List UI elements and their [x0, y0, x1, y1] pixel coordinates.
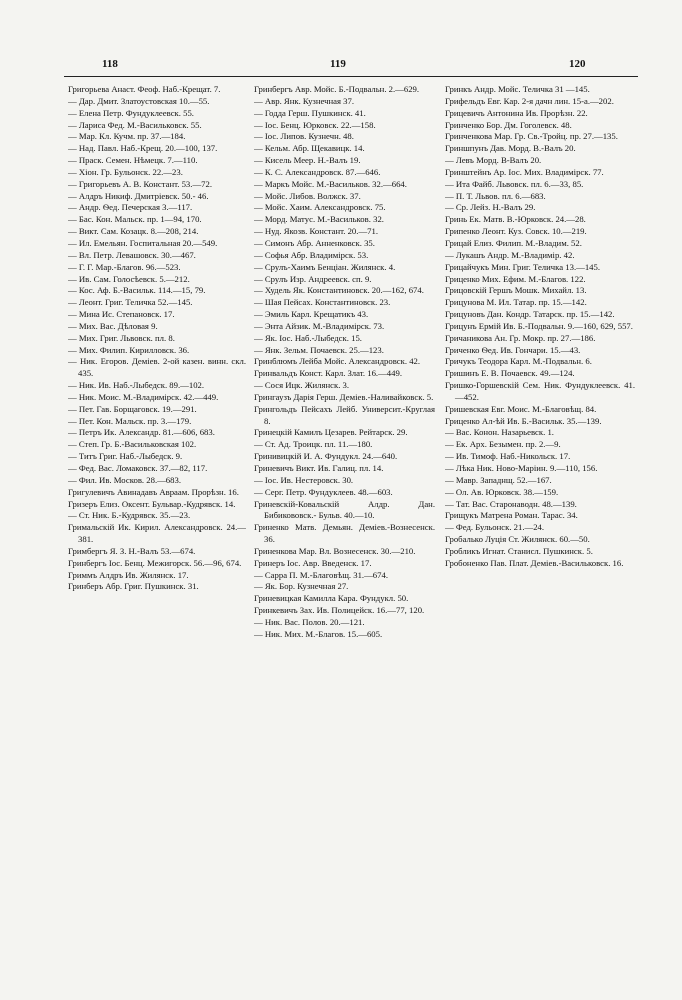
directory-entry: — Фед. Вас. Ломаковск. 37.—82, 117. [68, 463, 208, 473]
directory-entry: — Пет. Кон. Мальск. пр. 3.—179. [68, 415, 192, 426]
directory-column-3 [445, 84, 635, 994]
directory-entry: — Серг. Петр. Фундуклеев. 48.—603. [254, 486, 393, 497]
directory-entry: — Хіон. Гр. Бульонск. 22.—23. [68, 166, 183, 177]
directory-entry: — Левъ Морд. В-Валъ 20. [445, 155, 542, 166]
directory-entry: — Мина Ис. Степановск. 17. [68, 309, 175, 320]
directory-entry: Гробалько Луція Ст. Жилянск. 60.—50. [445, 534, 590, 545]
directory-entry: — Симонъ Абр. Анненковск. 35. [254, 237, 375, 248]
directory-entry: Гриневскій-Ковальскій Алдр. Дан. Бибикововск.- Бульв. 40.—10. [254, 498, 435, 521]
directory-entry: Гринивицкій И. А. Фундукл. 24.—640. [254, 451, 398, 462]
directory-entry: — Мих. Григ. Львовск. пл. 8. [68, 332, 175, 343]
directory-entry: Гринченко Бор. Дм. Гоголевск. 48. [445, 119, 572, 130]
directory-entry: — Лариса Фед. М.-Васильковск. 55. [68, 119, 202, 130]
directory-entry: — Лѣка Ник. Ново-Маріин. 9.—110, 156. [445, 463, 598, 473]
directory-entry: — Викт. Сам. Козацк. 8.—208, 214. [68, 226, 199, 237]
directory-entry: Грингаузъ Дарія Герш. Деміев.-Наливайковск. 5. [254, 391, 434, 402]
directory-entry: — Ср. Лейз. Н.-Валъ 29. [445, 202, 536, 213]
directory-entry: Грицай Елиз. Филип. М.-Владим. 52. [445, 237, 582, 248]
directory-entry: — Годда Герш. Пушкинск. 41. [254, 107, 366, 118]
directory-entry: — Титъ Григ. Наб.-Лыбедск. 9. [68, 451, 183, 462]
directory-entry: Гринвальдъ Конст. Карл. Злат. 16.—449. [254, 368, 402, 379]
directory-entry: — Кельм. Абр. Щекавицк. 14. [254, 143, 365, 154]
directory-entry: Гробоненко Пав. Плат. Деміев.-Васильковск. 16. [445, 557, 624, 568]
directory-entry: Гричукъ Теодора Карл. М.-Подвальн. 6. [445, 356, 592, 367]
directory-entry: — Вл. Петр. Левашовск. 30.—467. [68, 249, 196, 260]
directory-entry: — Іос. Липов. Кузнечн. 48. [254, 131, 354, 142]
directory-entry: — Сарра П. М.-Благовѣщ. 31.—674. [254, 569, 388, 580]
directory-entry: Гринбергъ Іос. Бенц. Межигорск. 56.—96, 674. [68, 557, 242, 568]
directory-entry: — Алдръ Никиф. Дмитріевск. 50.- 46. [68, 190, 209, 201]
directory-entry: — Ек. Арх. Безымен. пр. 2.—9. [445, 439, 561, 450]
directory-entry: Гринеръ Іос. Авр. Введенск. 17. [254, 557, 372, 568]
directory-entry: — Тат. Вас. Старонаводн. 48.—139. [445, 498, 577, 509]
directory-entry: Гримальскій Ик. Кирил. Александровск. 24.—381. [68, 522, 246, 545]
directory-entry: — Сося Ицк. Жилянск. 3. [254, 380, 350, 391]
directory-entry: — Як. Бор. Кузнечная 27. [254, 581, 349, 592]
directory-entry: — Андр. Ѳед. Печерская 3.—117. [68, 202, 193, 213]
directory-entry: — Мойс. Либов. Волжск. 37. [254, 190, 361, 201]
directory-entry: — Ст. Ник. Б.-Кудрявск. 35.—23. [68, 510, 191, 521]
directory-entry: — Фил. Ив. Москов. 28.—683. [68, 474, 182, 485]
directory-entry: — Ил. Емельян. Госпитальная 20.—549. [68, 237, 218, 248]
directory-entry: Грицевичъ Антонина Ив. Прорѣзн. 22. [445, 107, 588, 118]
directory-entry: — Мойс. Хаим. Александровск. 75. [254, 202, 386, 213]
directory-entry: Грицунова М. Ил. Татар. пр. 15.—142. [445, 297, 587, 308]
directory-entry: — К. С. Александровск. 87.—646. [254, 166, 381, 177]
directory-entry: — Авр. Янк. Кузнечная 37. [254, 95, 355, 106]
directory-entry: Гриченко Ѳед. Ив. Гончари. 15.—43. [445, 344, 581, 355]
directory-entry: Грингольдъ Пейсахъ Лейб. Университ.-Круглая 8. [254, 403, 435, 426]
directory-entry: — Мих. Филип. Кирилловск. 36. [68, 344, 190, 355]
directory-entry: — Лукашъ Андр. М.-Владимір. 42. [445, 249, 575, 260]
directory-entry: Гринкъ Андр. Мойс. Теличка 31 —145. [445, 84, 590, 94]
directory-entry: Гринштейнъ Ар. Іос. Мих. Владимірск. 77. [445, 166, 604, 177]
directory-entry: — Ив. Сам. Голосѣевск. 5.—212. [68, 273, 190, 284]
directory-entry: Гриневицкая Камилла Кара. Фундукл. 50. [254, 593, 409, 604]
directory-entry: Гриценко Ал-ѣй Ив. Б.-Васильк. 35.—139. [445, 415, 602, 426]
directory-entry: — Ник. Мих. М.-Благов. 15.—605. [254, 628, 383, 639]
directory-entry: Гринкевичъ Зах. Ив. Полицейск. 16.—77, 120. [254, 605, 425, 616]
directory-entry: — Софья Абр. Владимірск. 53. [254, 249, 369, 260]
directory-entry: Грищукъ Матрена Роман. Тарас. 34. [445, 510, 578, 521]
directory-entry: Гробликъ Игнат. Станисл. Пушкинск. 5. [445, 545, 593, 556]
directory-entry: — Петръ Ик. Александр. 81.—606, 683. [68, 427, 215, 438]
directory-entry: Гринбергъ Авр. Мойс. Б.-Подвальн. 2.—629. [254, 84, 420, 94]
directory-entry: Грипенко Леонт. Куз. Совск. 10.—219. [445, 226, 587, 237]
page-number-middle: 119 [330, 58, 346, 70]
directory-entry: — Бас. Кон. Мальск. пр. 1—94, 170. [68, 214, 202, 225]
directory-entry: Гринблюмъ Лейба Мойс. Александровск. 42. [254, 356, 421, 367]
directory-entry: — Янк. Зельм. Почаевск. 25.—123. [254, 344, 384, 355]
directory-entry: — Ив. Тимоф. Наб.-Никольск. 17. [445, 451, 571, 462]
directory-entry: — Кисель Меер. Н.-Валъ 19. [254, 155, 361, 166]
directory-entry: Грифельдъ Евг. Кар. 2-я дачн лин. 15-а.—202. [445, 95, 614, 106]
directory-entry: — Мар. Кл. Кучм. пр. 37.—184. [68, 131, 186, 142]
directory-entry: Грицуновъ Дан. Кондр. Татарск. пр. 15.—142. [445, 309, 615, 320]
directory-column-2 [254, 84, 435, 994]
directory-entry: — Энта Айзик. М.-Владимірск. 73. [254, 320, 385, 331]
directory-entry: — Ник. Моис. М.-Владимірск. 42.—449. [68, 391, 219, 402]
page-number-left: 118 [102, 58, 118, 70]
directory-entry: — Леонт. Григ. Теличка 52.—145. [68, 297, 193, 308]
directory-entry: Гришинъ Е. В. Почаевск. 49.—124. [445, 368, 575, 379]
directory-entry: Гринь Ек. Матв. В.-Юрковск. 24.—28. [445, 214, 586, 225]
directory-entry: — Срулъ Изр. Андреевск. сп. 9. [254, 273, 372, 284]
directory-entry: — Худель Як. Константиновск. 20.—162, 674. [254, 285, 424, 296]
directory-entry: Гриммъ Алдръ Ив. Жилянск. 17. [68, 569, 189, 580]
directory-entry: — Іос. Ив. Нестеровск. 30. [254, 474, 354, 485]
directory-entry: — Кос. Аф. Б.-Васильк. 114.—15, 79. [68, 285, 206, 296]
page-number-right: 120 [569, 58, 586, 70]
directory-entry: — Ита Файб. Львовск. пл. 6.—33, 85. [445, 178, 584, 189]
directory-entry: Григулевичъ Авинадавъ Авраам. Прорѣзн. 16. [68, 486, 239, 497]
directory-entry: — П. Т. Львов. пл. 6.—683. [445, 190, 546, 201]
directory-entry: — Як. Іос. Наб.-Лыбедск. 15. [254, 332, 362, 343]
directory-entry: Гриненкова Мар. Вл. Вознесенск. 30.—210. [254, 545, 416, 556]
directory-entry: — Г. Г. Мар.-Благов. 96.—523. [68, 261, 181, 272]
directory-entry: Гринецкій Камилъ Цезарев. Рейтарск. 29. [254, 427, 408, 438]
directory-entry: — Ник. Егоров. Деміев. 2-ой казен. винн. скл. 435. [68, 356, 246, 379]
directory-entry: Грицайчукъ Мин. Григ. Теличка 13.—145. [445, 261, 601, 272]
directory-entry: — Срулъ-Хаимъ Бенціан. Жилянск. 4. [254, 261, 396, 272]
directory-entry: — Морд. Матус. М.-Васильков. 32. [254, 214, 384, 225]
directory-entry: Гринченкова Мар. Гр. Св.-Тройц. пр. 27.—135. [445, 131, 618, 142]
directory-entry: Гриншпунъ Дав. Морд. В.-Валъ 20. [445, 143, 576, 154]
directory-entry: Гриненко Матв. Демьян. Деміев.-Вознесенск. 36. [254, 522, 435, 545]
directory-entry: — Іос. Бенц. Юрковск. 22.—158. [254, 119, 376, 130]
directory-entry: Гричаникова Ан. Гр. Мокр. пр. 27.—186. [445, 332, 596, 343]
directory-entry: Гримбергъ Я. З. Н.-Валъ 53.—674. [68, 545, 196, 556]
directory-entry: Гриценко Мих. Ефим. М.-Благов. 122. [445, 273, 586, 284]
directory-entry: — Маркъ Мойс. М.-Васильков. 32.—664. [254, 178, 407, 189]
directory-entry: Грицунъ Ермій Ив. Б.-Подвальн. 9.—160, 629, 557. [445, 320, 633, 331]
page-header [64, 46, 638, 77]
directory-entry: Григорьева Анаст. Феоф. Наб.-Крещат. 7. [68, 84, 221, 94]
directory-entry: — Пет. Гав. Борщаговск. 19.—291. [68, 403, 197, 414]
directory-entry: — Елена Петр. Фундуклеевск. 55. [68, 107, 194, 118]
directory-entry: — Праск. Семен. Нѣмецк. 7.—110. [68, 155, 198, 166]
directory-entry: — Григорьевъ А. В. Констант. 53.—72. [68, 178, 212, 189]
directory-entry: — Ол. Ав. Юрковск. 38.—159. [445, 486, 559, 497]
directory-entry: Грицовскій Гершъ Мошк. Михайл. 13. [445, 285, 587, 296]
directory-entry: Гришевская Евг. Моис. М.-Благовѣщ. 84. [445, 403, 597, 414]
directory-entry: — Ник. Ив. Наб.-Лыбедск. 89.—102. [68, 380, 205, 391]
directory-entry: Гринберъ Абр. Григ. Пушкинск. 31. [68, 581, 199, 592]
directory-entry: — Мавр. Западнщ. 52.—167. [445, 474, 552, 485]
directory-entry: — Шая Пейсах. Константиновск. 23. [254, 297, 391, 308]
directory-entry: — Ст. Ад. Троицк. пл. 11.—180. [254, 439, 373, 450]
directory-entry: Гришко-Горшевскій Сем. Ник. Фундуклеевск. 41.—452. [445, 380, 635, 402]
directory-entry: Гриневичъ Викт. Ив. Галиц. пл. 14. [254, 463, 384, 473]
directory-entry: — Вас. Конон. Назарьевск. 1. [445, 427, 554, 438]
directory-entry: — Дар. Дмит. Златоустовская 10.—55. [68, 95, 210, 106]
directory-column-1 [68, 84, 246, 994]
directory-entry: — Степ. Гр. Б.-Васильковская 102. [68, 439, 197, 450]
directory-entry: — Фед. Бульонск. 21.—24. [445, 522, 545, 533]
directory-entry: Гризеръ Елиз. Оксент. Бульвар.-Кудрявск. 14. [68, 498, 236, 509]
directory-entry: — Эмиль Карл. Крещатикъ 43. [254, 309, 369, 320]
directory-entry: — Нуд. Якозв. Констант. 20.—71. [254, 226, 378, 237]
directory-entry: — Мих. Вас. Дѣловая 9. [68, 320, 158, 331]
directory-entry: — Ник. Вас. Полов. 20.—121. [254, 616, 365, 627]
directory-entry: — Над. Павл. Наб.-Крещ. 20.—100, 137. [68, 143, 218, 154]
